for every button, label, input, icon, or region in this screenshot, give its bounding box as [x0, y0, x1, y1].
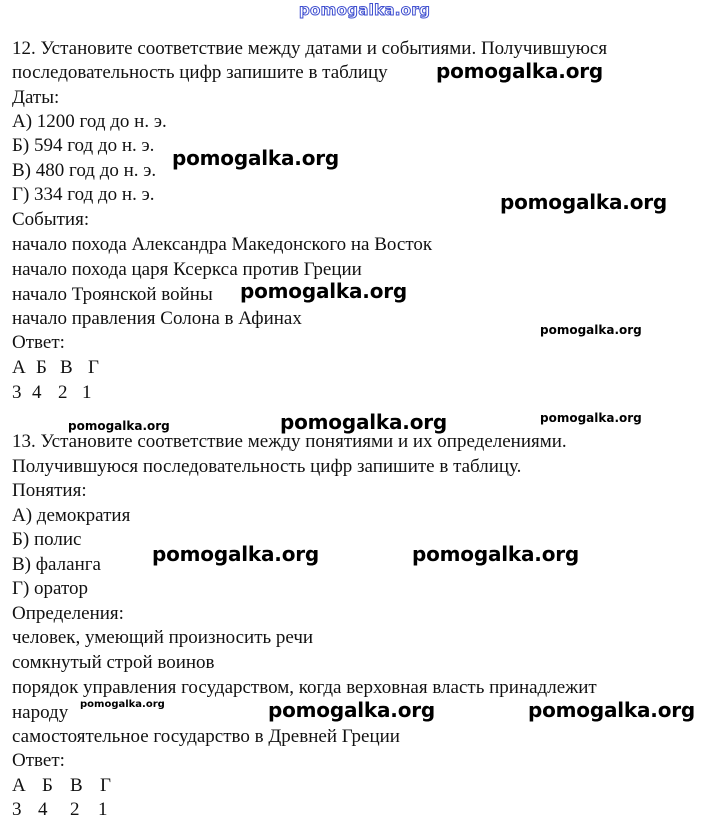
q12-answer-letters [12, 357, 99, 379]
site-watermark: pomogalka.org [280, 410, 448, 434]
q13-answer-digit-d: 1 [98, 799, 108, 820]
site-watermark: pomogalka.org [528, 698, 696, 722]
site-watermark: pomogalka.org [152, 542, 320, 566]
q12-answer-digit-c: 2 [58, 382, 68, 403]
q12-date-b: Б) 594 год до н. э. [12, 135, 155, 156]
q13-answer-digits [12, 799, 108, 821]
q12-heading-line-2: последовательность цифр запишите в таблицу [12, 62, 388, 83]
q12-date-c: В) 480 год до н. э. [12, 160, 157, 181]
site-watermark: pomogalka.org [436, 59, 604, 83]
q13-answer-label: Ответ: [12, 750, 65, 771]
q12-answer-letter-d: Г [88, 357, 99, 378]
site-watermark: pomogalka.org [412, 542, 580, 566]
q13-definition-3-continued: народу [12, 702, 69, 723]
q12-answer-digit-a: 3 [12, 382, 22, 403]
q12-answer-letter-c: В [60, 357, 73, 378]
site-watermark: pomogalka.org [500, 190, 668, 214]
q13-answer-digit-a: 3 [12, 799, 22, 820]
q13-definition-4: самостоятельное государство в Древней Греции [12, 726, 400, 747]
q12-answer-letter-b: Б [36, 357, 47, 378]
q12-answer-letter-a: А [12, 357, 26, 378]
q12-answer-digits [12, 382, 92, 404]
site-watermark: pomogalka.org [540, 411, 642, 425]
q12-heading-line-1: 12. Установите соответствие между датами и событиями. Получившуюся [12, 38, 608, 59]
q13-definition-2: сомкнутый строй воинов [12, 652, 215, 673]
q13-definition-1: человек, умеющий произносить речи [12, 627, 314, 648]
q13-definition-3: порядок управления государством, когда верховная власть принадлежит [12, 677, 597, 698]
site-watermark-top: pomogalka.org [299, 1, 431, 19]
q13-concept-c: В) фаланга [12, 554, 101, 575]
site-watermark: pomogalka.org [268, 698, 436, 722]
q13-answer-letter-d: Г [100, 775, 111, 796]
q13-answer-digit-c: 2 [70, 799, 80, 820]
q13-answer-letters [12, 775, 111, 797]
site-watermark: pomogalka.org [540, 323, 642, 337]
q13-heading-line-1: 13. Установите соответствие между понятиями и их определениями. [12, 431, 567, 452]
q12-date-a: А) 1200 год до н. э. [12, 111, 167, 132]
site-watermark: pomogalka.org [172, 146, 340, 170]
site-watermark: pomogalka.org [240, 279, 408, 303]
q13-definitions-label: Определения: [12, 603, 124, 624]
q13-answer-letter-a: А [12, 775, 26, 796]
site-watermark: pomogalka.org [68, 419, 170, 433]
q12-events-label: События: [12, 209, 90, 230]
q13-answer-letter-c: В [70, 775, 83, 796]
q12-answer-label: Ответ: [12, 332, 65, 353]
q12-answer-digit-b: 4 [32, 382, 42, 403]
site-watermark: pomogalka.org [80, 699, 165, 710]
q12-dates-label: Даты: [12, 87, 60, 108]
q12-event-3: начало Троянской войны [12, 284, 213, 305]
q12-event-1: начало похода Александра Македонского на Восток [12, 234, 433, 255]
q13-concept-b: Б) полис [12, 529, 82, 550]
q12-date-d: Г) 334 год до н. э. [12, 184, 155, 205]
q13-answer-digit-b: 4 [38, 799, 48, 820]
q12-event-4: начало правления Солона в Афинах [12, 308, 302, 329]
q12-event-2: начало похода царя Ксеркса против Греции [12, 259, 362, 280]
q13-concept-d: Г) оратор [12, 578, 89, 599]
q13-answer-letter-b: Б [42, 775, 53, 796]
q13-concepts-label: Понятия: [12, 480, 87, 501]
q13-heading-line-2: Получившуюся последовательность цифр запишите в таблицу. [12, 456, 522, 477]
q12-answer-digit-d: 1 [82, 382, 92, 403]
q13-concept-a: А) демократия [12, 505, 131, 526]
